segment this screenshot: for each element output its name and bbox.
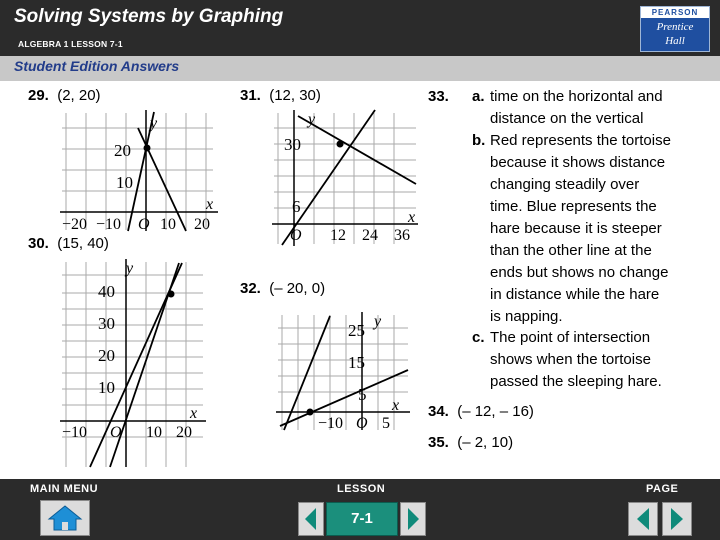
- line-2: [298, 116, 416, 184]
- x-tick-label: 20: [176, 424, 192, 441]
- y-axis-label: y: [374, 313, 382, 330]
- intersection-point: [307, 409, 314, 416]
- x-axis-label: x: [206, 196, 214, 213]
- x-tick-label: −10: [62, 424, 88, 441]
- intersection-point: [337, 141, 344, 148]
- y-tick-label: 10: [98, 378, 115, 397]
- page-next-button[interactable]: [662, 502, 692, 536]
- answer-number: 30.: [28, 235, 49, 252]
- logo-line-2: Hall: [665, 35, 685, 47]
- answer-number: 35.: [428, 434, 449, 451]
- part-c-label: c.: [472, 329, 485, 346]
- lesson-number: 7-1: [351, 510, 373, 527]
- page-subtitle: ALGEBRA 1 LESSON 7-1: [18, 39, 123, 49]
- origin-label: O: [110, 424, 122, 441]
- answer-number: 34.: [428, 403, 449, 420]
- page-title: Solving Systems by Graphing: [14, 6, 284, 27]
- x-tick-label: 10: [146, 424, 162, 441]
- part-b-label: b.: [472, 132, 486, 149]
- x-tick-label: 36: [394, 227, 410, 244]
- part-b-line: ends but shows no change: [490, 264, 669, 281]
- y-tick-label: 6: [292, 197, 301, 216]
- answer-text: (15, 40): [57, 235, 109, 252]
- x-tick-label: 5: [382, 415, 390, 432]
- answer-33-number: 33.: [428, 88, 449, 105]
- answer-number: [428, 86, 449, 108]
- intersection-point: [168, 291, 175, 298]
- x-tick-label: 12: [330, 227, 346, 244]
- answer-number: 32.: [240, 280, 261, 297]
- answer-text: (12, 30): [269, 87, 321, 104]
- lesson-number-badge: [326, 502, 398, 536]
- answer-32: [240, 280, 325, 297]
- main-menu-button[interactable]: [40, 500, 90, 536]
- y-tick-label: 25: [348, 321, 365, 340]
- lesson-next-button[interactable]: [400, 502, 426, 536]
- arrow-left-icon: [299, 503, 323, 535]
- answer-34: [428, 403, 534, 420]
- graph-30: [58, 257, 208, 474]
- part-b-line: is napping.: [490, 308, 563, 325]
- arrow-right-icon: [663, 503, 691, 535]
- graph-32: [274, 310, 414, 437]
- publisher-logo: [640, 6, 710, 52]
- logo-top-text: PEARSON: [641, 7, 709, 18]
- graph-29: [58, 108, 223, 238]
- origin-label: O: [290, 227, 302, 244]
- intersection-point: [144, 145, 151, 152]
- y-tick-label: 40: [98, 282, 115, 301]
- answer-text: (– 20, 0): [269, 280, 326, 297]
- y-axis-label: y: [126, 260, 134, 277]
- origin-label: O: [356, 415, 368, 432]
- page-prev-button[interactable]: [628, 502, 658, 536]
- y-tick-label: 15: [348, 353, 365, 372]
- y-tick-label: 30: [284, 135, 301, 154]
- x-tick-label: 20: [194, 216, 210, 233]
- part-c-line: shows when the tortoise: [490, 351, 651, 368]
- x-axis-label: x: [190, 405, 198, 422]
- lesson-prev-button[interactable]: [298, 502, 324, 536]
- origin-label: O: [138, 216, 150, 233]
- page-label: PAGE: [646, 483, 679, 495]
- answer-31: [240, 87, 321, 104]
- arrow-right-icon: [401, 503, 425, 535]
- part-b-line: than the other line at the: [490, 242, 652, 259]
- part-c-line: The point of intersection: [490, 329, 651, 346]
- y-tick-label: 20: [98, 346, 115, 365]
- y-tick-label: 20: [114, 141, 131, 160]
- part-a-label: a.: [472, 88, 485, 105]
- part-b-line: changing steadily over: [490, 176, 640, 193]
- home-icon: [41, 501, 89, 535]
- main-menu-label: MAIN MENU: [30, 483, 99, 495]
- answer-30: [28, 235, 109, 252]
- x-tick-label: −20: [62, 216, 88, 233]
- answer-text: (– 12, – 16): [457, 403, 534, 420]
- logo-line-1: Prentice: [656, 21, 694, 33]
- answer-35: [428, 434, 513, 451]
- y-tick-label: 5: [358, 385, 367, 404]
- answer-number: 31.: [240, 87, 261, 104]
- part-b-line: time. Blue represents the: [490, 198, 657, 215]
- y-axis-label: y: [308, 111, 316, 128]
- arrow-left-icon: [629, 503, 657, 535]
- x-axis-label: x: [408, 209, 416, 226]
- answer-number: 29.: [28, 87, 49, 104]
- x-tick-label: 10: [160, 216, 176, 233]
- graph-31: [270, 108, 420, 253]
- part-b-line: because it shows distance: [490, 154, 666, 171]
- lesson-label: LESSON: [337, 483, 386, 495]
- x-tick-label: −10: [318, 415, 344, 432]
- part-c-line: passed the sleeping hare.: [490, 373, 662, 390]
- y-axis-label: y: [150, 115, 158, 132]
- y-tick-label: 10: [116, 173, 133, 192]
- x-tick-label: −10: [96, 216, 122, 233]
- answer-text: (– 2, 10): [457, 434, 514, 451]
- answer-text: (2, 20): [57, 87, 101, 104]
- y-tick-label: 30: [98, 314, 115, 333]
- section-band-label: Student Edition Answers: [14, 58, 180, 74]
- part-a-line: distance on the vertical: [490, 110, 644, 127]
- x-tick-label: 24: [362, 227, 378, 244]
- part-b-line: Red represents the tortoise: [490, 132, 671, 149]
- part-a-line: time on the horizontal and: [490, 88, 663, 105]
- part-b-line: hare because it is steeper: [490, 220, 662, 237]
- x-axis-label: x: [392, 397, 400, 414]
- answer-29: [28, 87, 101, 104]
- part-b-line: in distance while the hare: [490, 286, 660, 303]
